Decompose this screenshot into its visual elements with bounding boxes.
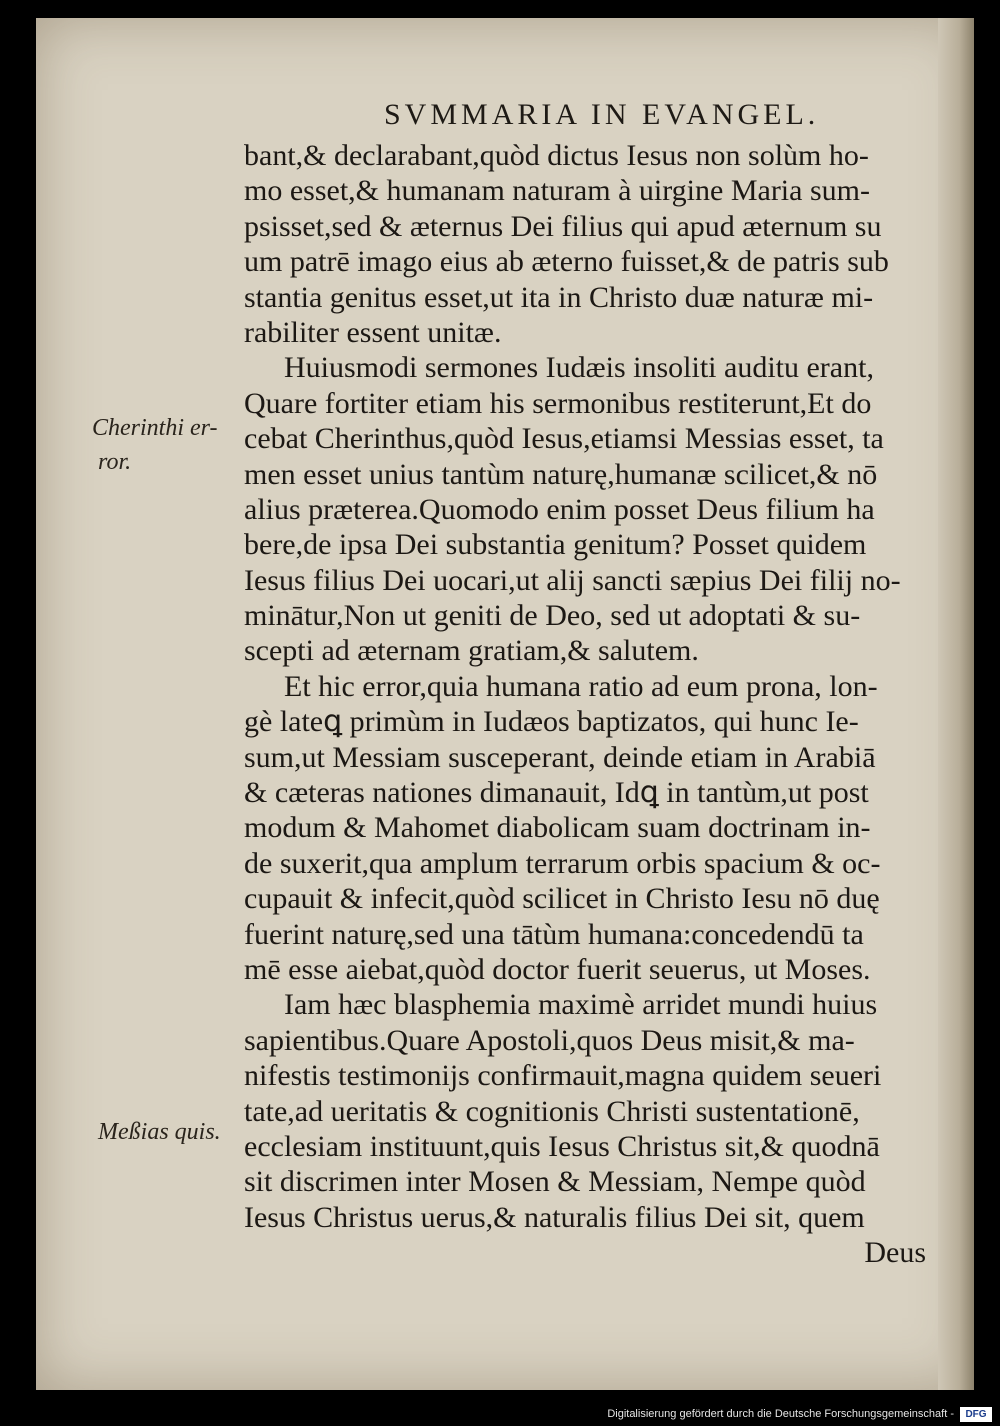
text-line: Iesus Christus uerus,& naturalis filius Dei sit, quem — [244, 1200, 865, 1234]
text-line: mē esse aiebat,quòd doctor fuerit seuerus, ut Moses. — [244, 952, 871, 986]
text-line: sit discrimen inter Mosen & Messiam, Nempe quòd — [244, 1165, 866, 1199]
digitization-footer — [0, 1404, 1000, 1426]
margin-note-cherinthi: Cherinthi er- — [92, 415, 218, 441]
text-line: stantia genitus esset,ut ita in Christo duæ naturæ mi- — [244, 280, 874, 314]
margin-note-messias: Meßias quis. — [98, 1119, 221, 1145]
paragraph-start-line: Iam hæc blasphemia maximè arridet mundi huius — [284, 988, 878, 1022]
text-line: gè lateꝗ primùm in Iudæos baptizatos, qui hunc Ie- — [244, 705, 859, 739]
funding-credit: Digitalisierung gefördert durch die Deutsche Forschungsgemeinschaft - — [607, 1408, 954, 1420]
text-line: sapientibus.Quare Apostoli,quos Deus misit,& ma- — [244, 1023, 855, 1057]
paragraph-start-line: Huiusmodi sermones Iudæis insoliti auditu erant, — [284, 351, 874, 385]
paragraph-start-line: Et hic error,quia humana ratio ad eum prona, lon- — [284, 669, 878, 703]
text-line: sum,ut Messiam susceperant, deinde etiam in Arabiā — [244, 740, 876, 774]
text-line: psisset,sed & æternus Dei filius qui apud æternum su — [244, 209, 882, 243]
text-line: rabiliter essent unitæ. — [244, 315, 502, 349]
page-edge-shadow — [938, 18, 974, 1390]
text-line: de suxerit,qua amplum terrarum orbis spacium & oc- — [244, 846, 881, 880]
text-line: scepti ad æternam gratiam,& salutem. — [244, 634, 699, 668]
text-line: cupauit & infecit,quòd scilicet in Christo Iesu nō duę — [244, 882, 880, 916]
main-text-block — [244, 138, 936, 1271]
catchword: Deus — [864, 1236, 926, 1270]
text-line: alius præterea.Quomodo enim posset Deus filium ha — [244, 492, 875, 526]
text-line: Quare fortiter etiam his sermonibus restiterunt,Et do — [244, 386, 872, 420]
dfg-logo: DFG — [960, 1407, 992, 1422]
text-line: Iesus filius Dei uocari,ut alij sancti sæpius Dei filij no- — [244, 563, 901, 597]
text-line: bere,de ipsa Dei substantia genitum? Posset quidem — [244, 528, 867, 562]
text-line: minātur,Non ut geniti de Deo, sed ut adoptati & su- — [244, 599, 861, 633]
text-line: & cæteras nationes dimanauit, Idꝗ in tantùm,ut post — [244, 776, 869, 810]
running-head: SVMMARIA IN EVANGEL. — [384, 98, 820, 131]
text-line: tate,ad ueritatis & cognitionis Christi sustentationē, — [244, 1094, 860, 1128]
text-line: um patrē imago eius ab æterno fuisset,& de patris sub — [244, 245, 889, 279]
text-line: mo esset,& humanam naturam à uirgine Maria sum- — [244, 174, 870, 208]
text-line: fuerint naturę,sed una tātùm humana:concedendū ta — [244, 917, 864, 951]
margin-note-cherinthi-cont: ror. — [98, 449, 132, 475]
text-line: cebat Cherinthus,quòd Iesus,etiamsi Messias esset, ta — [244, 422, 884, 456]
text-line: ecclesiam instituunt,quis Iesus Christus sit,& quodnā — [244, 1129, 880, 1163]
text-line: bant,& declarabant,quòd dictus Iesus non solùm ho- — [244, 139, 869, 172]
text-line: modum & Mahomet diabolicam suam doctrinam in- — [244, 811, 871, 845]
text-line: nifestis testimonijs confirmauit,magna quidem seueri — [244, 1059, 882, 1093]
text-line: men esset unius tantùm naturę,humanæ scilicet,& nō — [244, 457, 878, 491]
